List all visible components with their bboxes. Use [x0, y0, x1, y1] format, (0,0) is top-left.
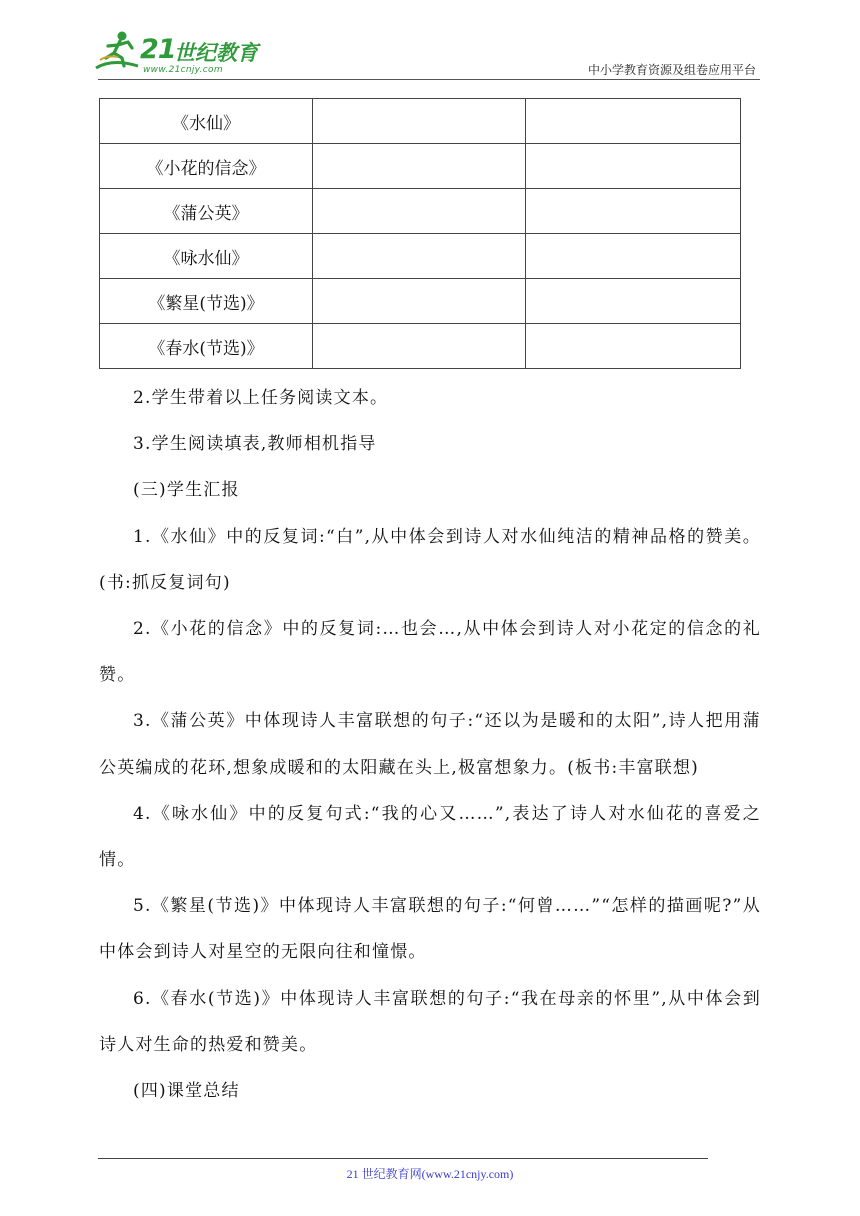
footer-link[interactable]: 21 世纪教育网(www.21cnjy.com): [346, 1167, 514, 1181]
table-row: [100, 234, 741, 279]
section-heading: (三)学生汇报: [133, 480, 240, 501]
report-paragraph: 1.《水仙》中的反复词:“白”,从中体会到诗人对水仙纯洁的精神品格的赞美。(书:抓反复词句): [99, 526, 761, 593]
report-paragraph: 3.《蒲公英》中体现诗人丰富联想的句子:“还以为是暖和的太阳”,诗人把用蒲公英编成的花环,想象成暖和的太阳藏在头上,极富想象力。(板书:丰富联想): [99, 711, 761, 778]
poem-title-cell: 《咏水仙》: [100, 234, 313, 279]
table-cell: [526, 99, 741, 144]
table-row: [100, 99, 741, 144]
poem-table: [99, 98, 741, 369]
footer-divider: [98, 1158, 708, 1159]
platform-name: 中小学教育资源及组卷应用平台: [587, 63, 756, 77]
page-header: [0, 0, 860, 82]
runner-icon: [92, 28, 144, 74]
header-divider: [98, 79, 760, 80]
table-row: [100, 189, 741, 234]
poem-title-cell: 《春水(节选)》: [100, 324, 313, 369]
table-cell: [313, 189, 526, 234]
table-cell: [313, 234, 526, 279]
table-cell: [526, 189, 741, 234]
table-cell: [313, 279, 526, 324]
poem-title-cell: 《小花的信念》: [100, 144, 313, 189]
table-cell: [313, 99, 526, 144]
report-paragraph: 4.《咏水仙》中的反复句式:“我的心又……”,表达了诗人对水仙花的喜爱之情。: [99, 803, 761, 871]
document-body: [99, 375, 761, 1114]
step-paragraph: 2.学生带着以上任务阅读文本。: [133, 388, 389, 408]
poem-title-cell: 《繁星(节选)》: [100, 279, 313, 324]
logo-name: 世纪教育: [174, 41, 258, 65]
site-logo[interactable]: [92, 28, 262, 78]
table-cell: [526, 279, 741, 324]
report-paragraph: 5.《繁星(节选)》中体现诗人丰富联想的句子:“何曾……”“怎样的描画呢?”从中体会到诗人对星空的无限向往和憧憬。: [99, 896, 761, 963]
report-paragraph: 6.《春水(节选)》中体现诗人丰富联想的句子:“我在母亲的怀里”,从中体会到诗人对生命的热爱和赞美。: [99, 988, 761, 1055]
poem-title-cell: 《水仙》: [100, 99, 313, 144]
table-cell: [526, 234, 741, 279]
logo-number: 21: [140, 34, 176, 65]
table-row: [100, 324, 741, 369]
table-cell: [526, 144, 741, 189]
poem-title-cell: 《蒲公英》: [100, 189, 313, 234]
table-cell: [313, 324, 526, 369]
table-row: [100, 279, 741, 324]
table-row: [100, 144, 741, 189]
logo-url: www.21cnjy.com: [143, 65, 223, 75]
report-paragraph: 2.《小花的信念》中的反复词:…也会…,从中体会到诗人对小花定的信念的礼赞。: [99, 619, 761, 686]
table-cell: [526, 324, 741, 369]
table-cell: [313, 144, 526, 189]
section-heading: (四)课堂总结: [133, 1081, 240, 1102]
step-paragraph: 3.学生阅读填表,教师相机指导: [133, 434, 377, 455]
